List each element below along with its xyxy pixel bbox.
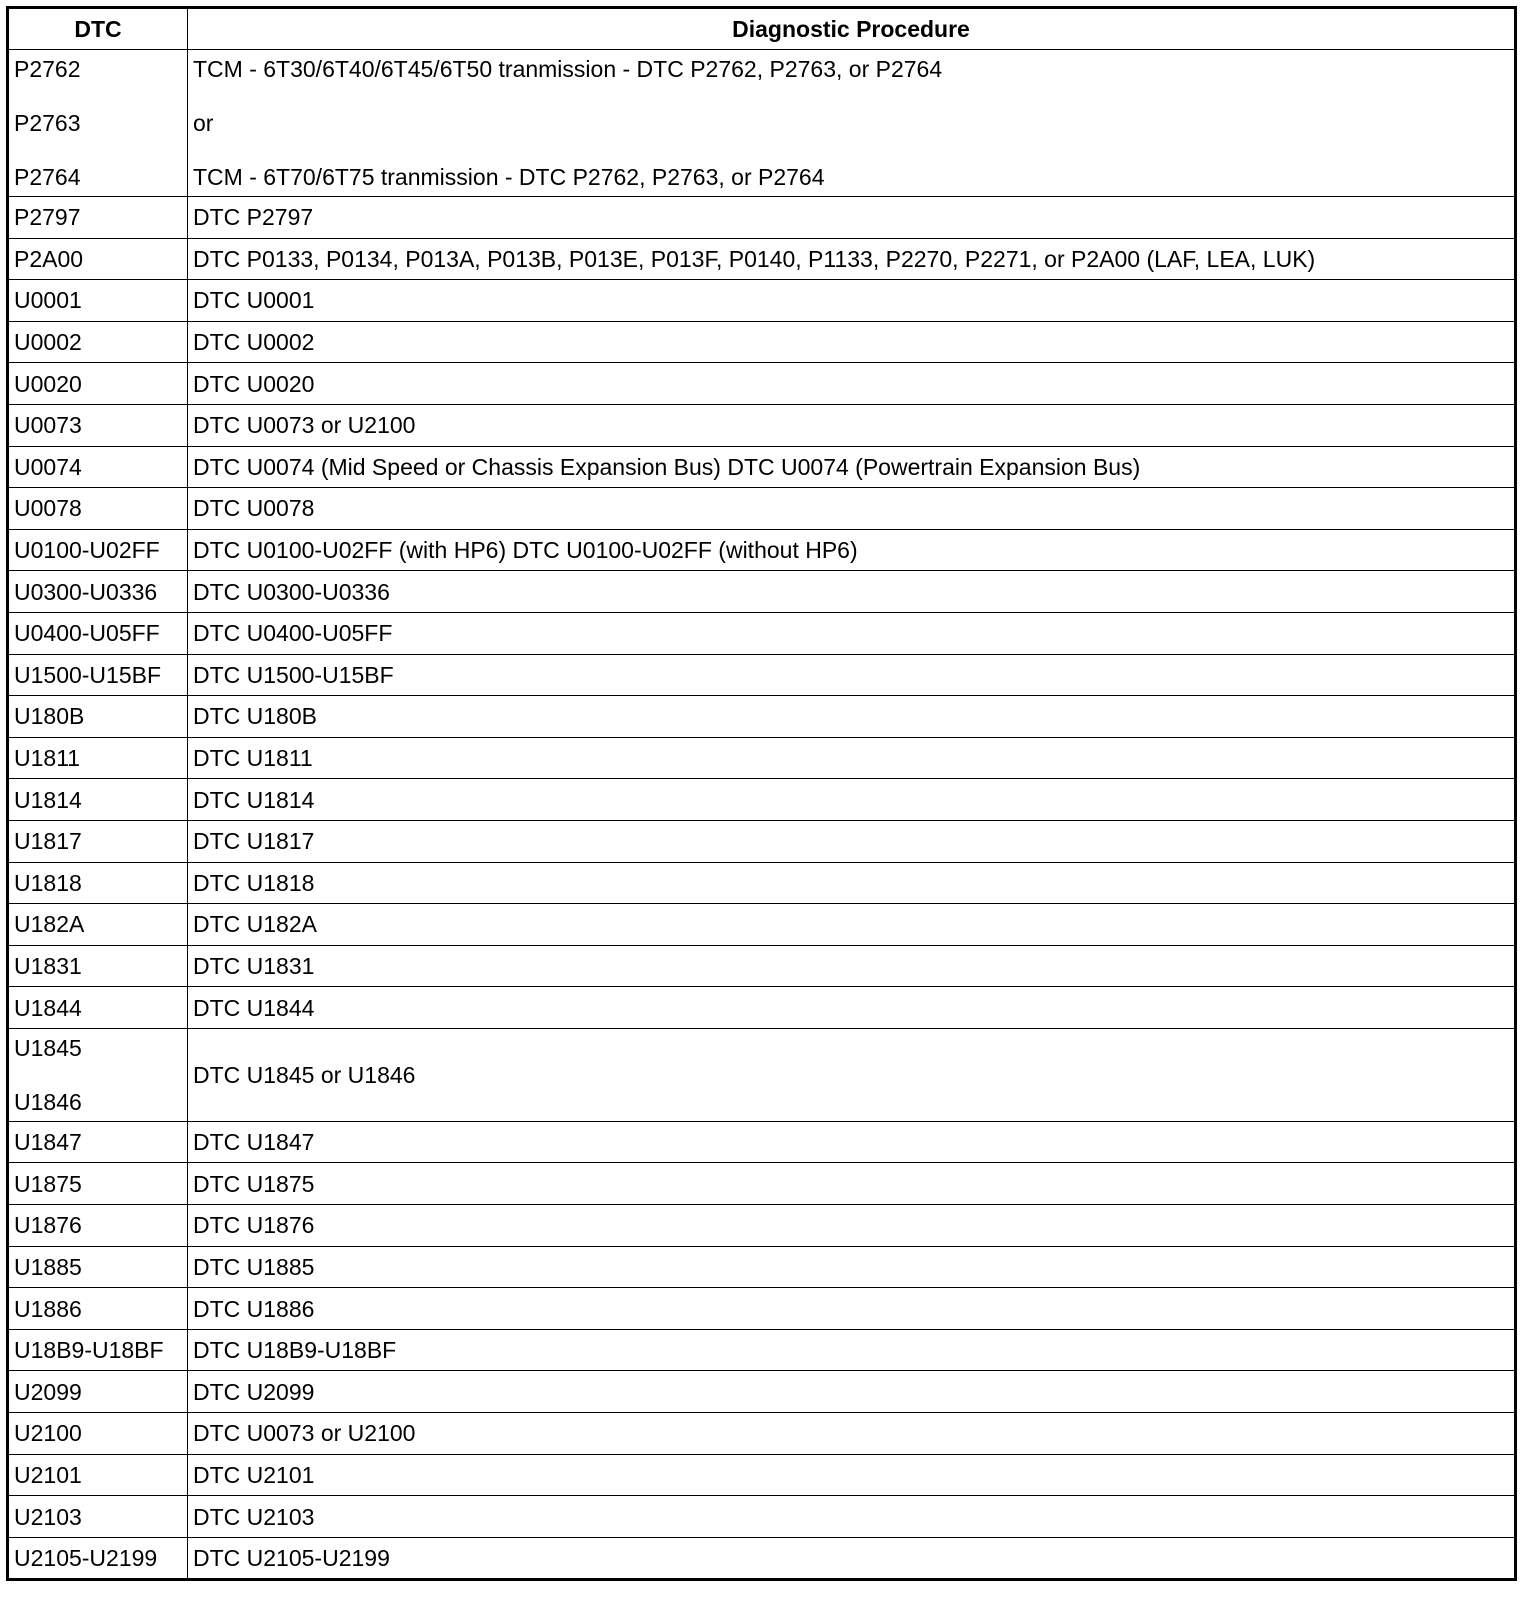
dtc-code: U2103	[14, 1503, 82, 1530]
dtc-code: U0074	[14, 453, 82, 480]
diagnostic-procedure-text: DTC U1847	[193, 1129, 315, 1156]
dtc-code-cell	[8, 363, 188, 405]
diagnostic-procedure-cell	[188, 1121, 1516, 1163]
dtc-code-cell	[8, 1246, 188, 1288]
dtc-code-cell	[8, 446, 188, 488]
dtc-code-cell	[8, 1205, 188, 1247]
dtc-code: U2099	[14, 1378, 82, 1405]
dtc-code: U0073	[14, 412, 82, 439]
diagnostic-procedure-text: DTC U1875	[193, 1170, 315, 1197]
dtc-code: U1845	[14, 1034, 82, 1061]
dtc-code: U2101	[14, 1461, 82, 1488]
dtc-code-cell	[8, 50, 188, 197]
dtc-code-cell	[8, 612, 188, 654]
dtc-code: U18B9-U18BF	[14, 1337, 164, 1364]
dtc-code: P2A00	[14, 245, 84, 272]
table-row	[8, 1246, 1516, 1288]
dtc-code-cell	[8, 321, 188, 363]
diagnostic-procedure-text: DTC U1814	[193, 786, 315, 813]
diagnostic-procedure-text: DTC U18B9-U18BF	[193, 1337, 397, 1364]
dtc-code: P2762	[14, 56, 81, 82]
dtc-code-cell	[8, 654, 188, 696]
dtc-code-cell	[8, 737, 188, 779]
dtc-code: U1818	[14, 869, 82, 896]
table-row	[8, 529, 1516, 571]
table-row	[8, 1288, 1516, 1330]
dtc-table	[6, 6, 1517, 1581]
table-row	[8, 1028, 1516, 1121]
dtc-code: P2764	[14, 164, 81, 190]
table-row	[8, 945, 1516, 987]
table-row	[8, 1537, 1516, 1580]
diagnostic-procedure-cell	[188, 404, 1516, 446]
diagnostic-procedure-text: DTC U1831	[193, 952, 315, 979]
dtc-code-cell	[8, 779, 188, 821]
diagnostic-procedure-text: DTC P0133, P0134, P013A, P013B, P013E, P013F, P0140, P1133, P2270, P2271, or P2A00 (LAF, LEA, LUK)	[193, 245, 1316, 272]
dtc-code: U2105-U2199	[14, 1545, 158, 1572]
diagnostic-procedure-cell	[188, 696, 1516, 738]
dtc-code-cell	[8, 1288, 188, 1330]
diagnostic-procedure-text: DTC U1817	[193, 828, 315, 855]
table-row	[8, 654, 1516, 696]
dtc-code: U0300-U0336	[14, 578, 158, 605]
dtc-code: U1847	[14, 1129, 82, 1156]
diagnostic-procedure-cell	[188, 945, 1516, 987]
diagnostic-procedure-cell	[188, 321, 1516, 363]
line-gap	[14, 136, 182, 164]
diagnostic-procedure-text: DTC U0001	[193, 287, 315, 314]
dtc-code: U0001	[14, 287, 82, 314]
table-row	[8, 612, 1516, 654]
diagnostic-procedure-text: DTC P2797	[193, 204, 314, 231]
diagnostic-procedure-text: TCM - 6T70/6T75 tranmission - DTC P2762, P2763, or P2764	[193, 164, 825, 190]
line-gap	[14, 1061, 182, 1089]
table-row	[8, 571, 1516, 613]
table-row	[8, 987, 1516, 1029]
diagnostic-procedure-text: DTC U1500-U15BF	[193, 661, 394, 688]
table-row	[8, 488, 1516, 530]
table-row	[8, 363, 1516, 405]
diagnostic-procedure-cell	[188, 1246, 1516, 1288]
diagnostic-procedure-cell	[188, 238, 1516, 280]
dtc-code: P2763	[14, 110, 81, 136]
table-row	[8, 1121, 1516, 1163]
table-row	[8, 446, 1516, 488]
diagnostic-procedure-text: DTC U2103	[193, 1503, 315, 1530]
dtc-code: U0100-U02FF	[14, 537, 160, 564]
diagnostic-procedure-cell	[188, 488, 1516, 530]
diagnostic-procedure-cell	[188, 862, 1516, 904]
dtc-code-cell	[8, 696, 188, 738]
diagnostic-procedure-text: DTC U1845 or U1846	[193, 1061, 416, 1088]
dtc-code-cell	[8, 987, 188, 1029]
diagnostic-procedure-text: DTC U2101	[193, 1461, 315, 1488]
table-header	[8, 8, 1516, 50]
dtc-code: U1811	[14, 745, 81, 772]
diagnostic-procedure-cell	[188, 1028, 1516, 1121]
dtc-code: U1875	[14, 1170, 82, 1197]
dtc-code-cell	[8, 1454, 188, 1496]
diagnostic-procedure-text: DTC U0020	[193, 370, 315, 397]
diagnostic-procedure-cell	[188, 987, 1516, 1029]
dtc-code-cell	[8, 1496, 188, 1538]
dtc-code: U1831	[14, 952, 82, 979]
line-gap	[193, 136, 1509, 164]
diagnostic-procedure-cell	[188, 1371, 1516, 1413]
table-row	[8, 1205, 1516, 1247]
table-body	[8, 50, 1516, 1580]
dtc-code: U180B	[14, 703, 85, 730]
table-row	[8, 280, 1516, 322]
diagnostic-procedure-cell	[188, 1537, 1516, 1580]
table-row	[8, 737, 1516, 779]
diagnostic-procedure-cell	[188, 280, 1516, 322]
diagnostic-procedure-cell	[188, 363, 1516, 405]
table-row	[8, 1329, 1516, 1371]
table-row	[8, 1163, 1516, 1205]
diagnostic-procedure-cell	[188, 1163, 1516, 1205]
dtc-code: U1817	[14, 828, 82, 855]
table-row	[8, 238, 1516, 280]
diagnostic-procedure-text: DTC U0400-U05FF	[193, 620, 393, 647]
dtc-code-cell	[8, 404, 188, 446]
diagnostic-procedure-text: DTC U1811	[193, 745, 313, 772]
diagnostic-procedure-cell	[188, 1205, 1516, 1247]
dtc-code-cell	[8, 1329, 188, 1371]
diagnostic-procedure-cell	[188, 1496, 1516, 1538]
diagnostic-procedure-text: DTC U1886	[193, 1295, 315, 1322]
dtc-column-header: DTC	[8, 8, 188, 50]
dtc-code-cell	[8, 571, 188, 613]
dtc-code: U1500-U15BF	[14, 661, 162, 688]
dtc-code: U0400-U05FF	[14, 620, 160, 647]
table-row	[8, 1371, 1516, 1413]
diagnostic-procedure-text: DTC U182A	[193, 911, 317, 938]
table-row	[8, 404, 1516, 446]
dtc-code-cell	[8, 1537, 188, 1580]
dtc-code: P2797	[14, 204, 81, 231]
dtc-code: U1846	[14, 1088, 82, 1115]
dtc-code-cell	[8, 1121, 188, 1163]
dtc-code: U0020	[14, 370, 82, 397]
table-row	[8, 1413, 1516, 1455]
diagnostic-procedure-text: DTC U0073 or U2100	[193, 1420, 416, 1447]
dtc-code: U0002	[14, 329, 82, 356]
dtc-code-cell	[8, 1163, 188, 1205]
table-row	[8, 1454, 1516, 1496]
dtc-code: U1876	[14, 1212, 82, 1239]
dtc-code-cell	[8, 529, 188, 571]
diagnostic-procedure-text: DTC U1844	[193, 994, 315, 1021]
diagnostic-procedure-text: DTC U0073 or U2100	[193, 412, 416, 439]
dtc-code-cell	[8, 1371, 188, 1413]
diagnostic-procedure-text: DTC U2099	[193, 1378, 315, 1405]
dtc-code: U0078	[14, 495, 82, 522]
table-row	[8, 820, 1516, 862]
diagnostic-procedure-cell	[188, 779, 1516, 821]
dtc-code-cell	[8, 280, 188, 322]
diagnostic-procedure-cell	[188, 1413, 1516, 1455]
dtc-code-cell	[8, 238, 188, 280]
dtc-code-cell	[8, 1028, 188, 1121]
dtc-code-cell	[8, 488, 188, 530]
diagnostic-procedure-text: DTC U2105-U2199	[193, 1545, 390, 1572]
dtc-code: U2100	[14, 1420, 82, 1447]
diagnostic-procedure-text: TCM - 6T30/6T40/6T45/6T50 tranmission - DTC P2762, P2763, or P2764	[193, 56, 943, 82]
table-row	[8, 197, 1516, 239]
procedure-column-header: Diagnostic Procedure	[188, 8, 1516, 50]
dtc-code-cell	[8, 820, 188, 862]
diagnostic-procedure-cell	[188, 1288, 1516, 1330]
diagnostic-procedure-text: DTC U1876	[193, 1212, 315, 1239]
diagnostic-procedure-cell	[188, 1454, 1516, 1496]
diagnostic-procedure-cell	[188, 571, 1516, 613]
dtc-code: U1814	[14, 786, 82, 813]
dtc-code-cell	[8, 945, 188, 987]
dtc-code: U182A	[14, 911, 85, 938]
table-row	[8, 1496, 1516, 1538]
line-gap	[14, 82, 182, 110]
diagnostic-procedure-text: DTC U180B	[193, 703, 317, 730]
table-row	[8, 779, 1516, 821]
table-row	[8, 862, 1516, 904]
diagnostic-procedure-cell	[188, 50, 1516, 197]
diagnostic-procedure-text: DTC U0074 (Mid Speed or Chassis Expansion Bus) DTC U0074 (Powertrain Expansion Bus)	[193, 453, 1141, 480]
dtc-code-cell	[8, 862, 188, 904]
diagnostic-procedure-text: or	[193, 110, 214, 136]
dtc-code: U1844	[14, 994, 82, 1021]
diagnostic-procedure-cell	[188, 737, 1516, 779]
dtc-code: U1886	[14, 1295, 82, 1322]
diagnostic-procedure-cell	[188, 904, 1516, 946]
diagnostic-procedure-text: DTC U0300-U0336	[193, 578, 390, 605]
diagnostic-procedure-cell	[188, 654, 1516, 696]
table-row	[8, 321, 1516, 363]
table-row	[8, 904, 1516, 946]
diagnostic-procedure-text: DTC U1885	[193, 1253, 315, 1280]
dtc-code-cell	[8, 197, 188, 239]
dtc-code-cell	[8, 1413, 188, 1455]
diagnostic-procedure-text: DTC U1818	[193, 869, 315, 896]
diagnostic-procedure-text: DTC U0002	[193, 329, 315, 356]
diagnostic-procedure-cell	[188, 446, 1516, 488]
diagnostic-procedure-cell	[188, 1329, 1516, 1371]
diagnostic-procedure-cell	[188, 529, 1516, 571]
table-row	[8, 696, 1516, 738]
diagnostic-procedure-text: DTC U0100-U02FF (with HP6) DTC U0100-U02FF (without HP6)	[193, 537, 858, 564]
diagnostic-procedure-text: DTC U0078	[193, 495, 315, 522]
table-row	[8, 50, 1516, 197]
diagnostic-procedure-cell	[188, 197, 1516, 239]
dtc-code: U1885	[14, 1253, 82, 1280]
dtc-code-cell	[8, 904, 188, 946]
diagnostic-procedure-cell	[188, 612, 1516, 654]
line-gap	[193, 82, 1509, 110]
header-row	[8, 8, 1516, 50]
diagnostic-procedure-cell	[188, 820, 1516, 862]
